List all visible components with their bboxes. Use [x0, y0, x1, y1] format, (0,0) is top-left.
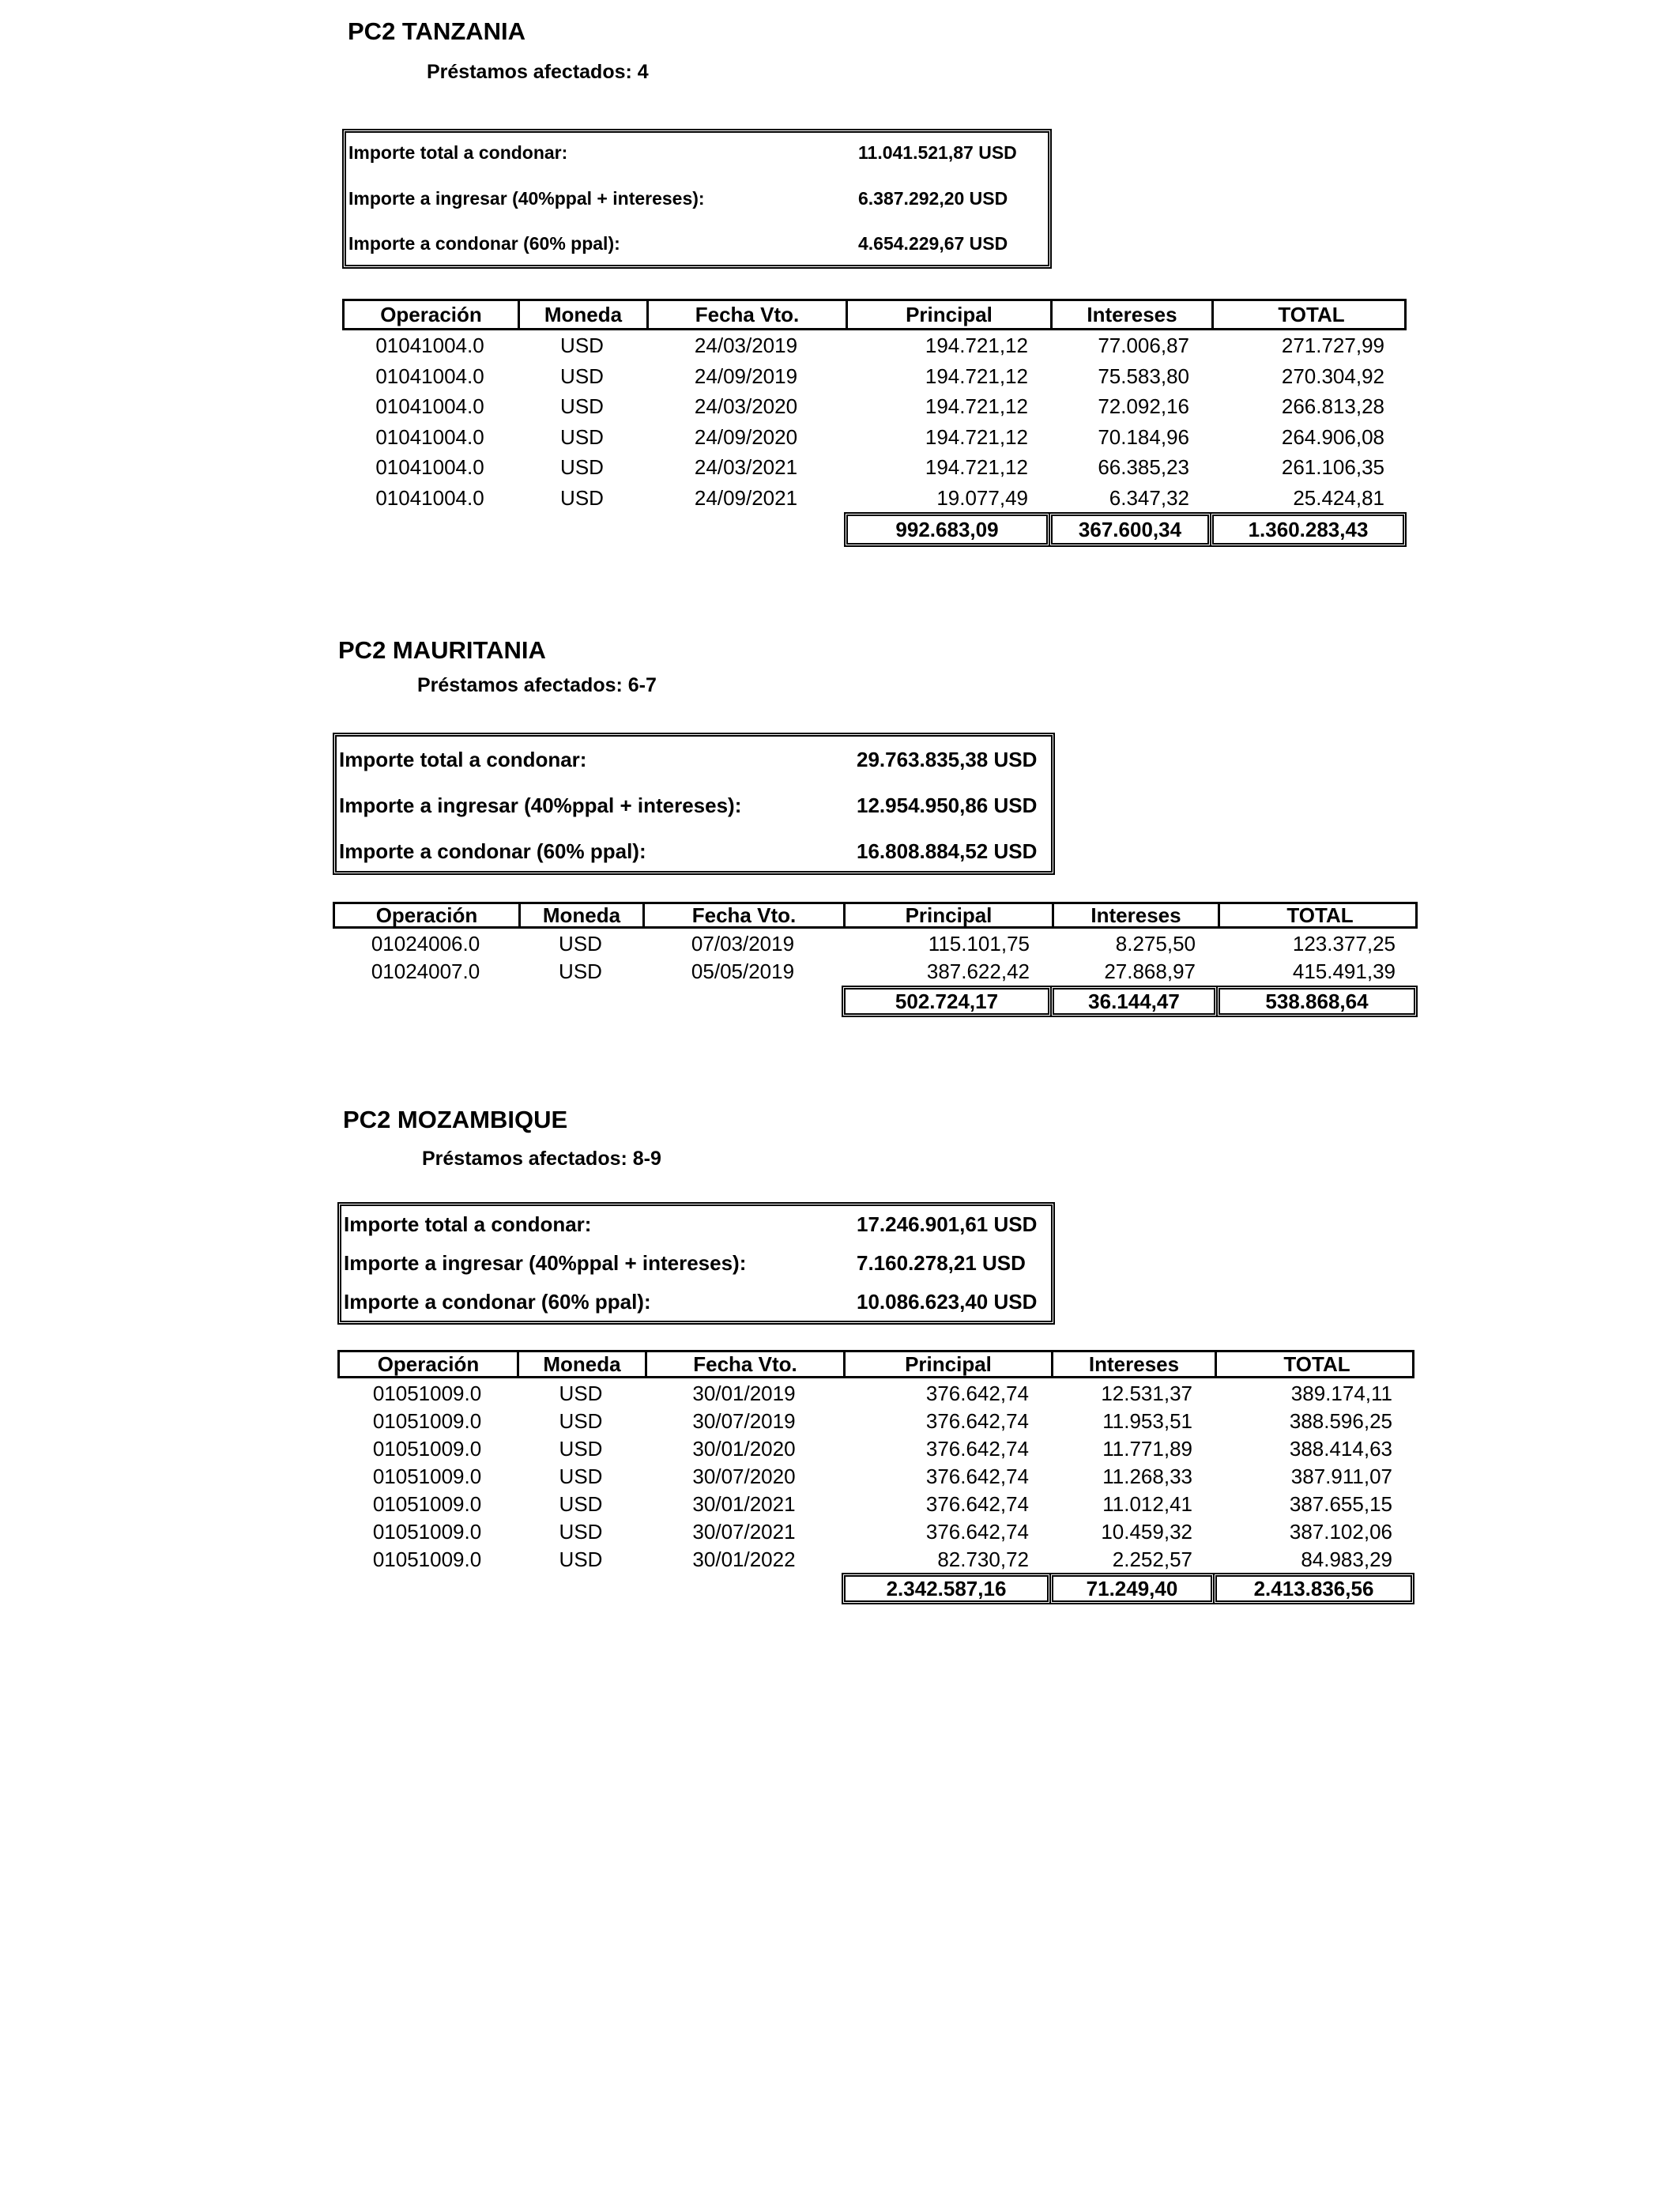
- cell-moneda: USD: [559, 1492, 603, 1516]
- cell-principal: 19.077,49: [936, 485, 1028, 510]
- column-header: TOTAL: [1283, 1351, 1350, 1376]
- column-header: Principal: [846, 904, 1054, 926]
- total-intereses: 36.144,47: [1050, 986, 1218, 1017]
- cell-fecha: 24/09/2020: [694, 424, 798, 449]
- summary-label: Importe total a condonar:: [348, 142, 568, 163]
- loans-affected: Préstamos afectados: 8-9: [422, 1148, 661, 1170]
- cell-fecha: 05/05/2019: [691, 959, 795, 983]
- summary-box: [333, 733, 1055, 875]
- totals-row: [342, 512, 1407, 547]
- cell-fecha: 30/01/2022: [692, 1547, 796, 1571]
- summary-row: [341, 1212, 1051, 1244]
- table-row: [342, 486, 1407, 516]
- summary-value: 7.160.278,21 USD: [857, 1251, 1026, 1275]
- total-principal: 2.342.587,16: [842, 1573, 1051, 1604]
- cell-fecha: 30/01/2021: [692, 1492, 796, 1516]
- summary-box: [337, 1202, 1055, 1325]
- table-row: [337, 1382, 1414, 1412]
- table-row: [342, 425, 1407, 455]
- cell-operacion: 01051009.0: [372, 1465, 482, 1488]
- cell-operacion: 01041004.0: [375, 485, 484, 510]
- cell-operacion: 01041004.0: [375, 394, 484, 418]
- total-total: 1.360.283,43: [1210, 512, 1407, 547]
- cell-intereses: 11.012,41: [1102, 1492, 1192, 1516]
- summary-row: [346, 142, 1048, 174]
- summary-label: Importe a ingresar (40%ppal + intereses):: [339, 794, 742, 817]
- cell-intereses: 72.092,16: [1098, 394, 1189, 418]
- cell-principal: 194.721,12: [925, 334, 1028, 357]
- table-row: [337, 1492, 1414, 1522]
- cell-principal: 376.642,74: [925, 1437, 1029, 1461]
- cell-total: 264.906,08: [1281, 424, 1384, 449]
- total-total: 2.413.836,56: [1213, 1573, 1414, 1604]
- cell-intereses: 75.583,80: [1098, 364, 1189, 388]
- cell-operacion: 01051009.0: [372, 1382, 482, 1405]
- total-intereses: 71.249,40: [1049, 1573, 1215, 1604]
- cell-fecha: 24/03/2020: [694, 394, 798, 418]
- summary-value: 17.246.901,61 USD: [857, 1212, 1038, 1236]
- cell-moneda: USD: [560, 334, 604, 357]
- section-title: PC2 MOZAMBIQUE: [343, 1106, 568, 1133]
- cell-principal: 115.101,75: [928, 932, 1030, 956]
- summary-label: Importe a condonar (60% ppal):: [339, 839, 646, 863]
- section-title: PC2 MAURITANIA: [338, 636, 546, 664]
- table-header: [342, 299, 1407, 330]
- table-row: [342, 334, 1407, 364]
- summary-label: Importe a ingresar (40%ppal + intereses):: [348, 188, 705, 209]
- summary-value: 11.041.521,87 USD: [858, 142, 1017, 163]
- cell-operacion: 01041004.0: [375, 424, 484, 449]
- cell-intereses: 27.868,97: [1104, 959, 1196, 983]
- cell-moneda: USD: [559, 1409, 603, 1433]
- summary-box: [342, 129, 1052, 269]
- cell-total: 388.414,63: [1289, 1437, 1392, 1461]
- cell-total: 266.813,28: [1281, 394, 1384, 418]
- cell-moneda: USD: [559, 932, 602, 956]
- cell-total: 389.174,11: [1290, 1382, 1392, 1405]
- cell-principal: 194.721,12: [925, 424, 1028, 449]
- cell-operacion: 01024006.0: [371, 932, 480, 956]
- table-row: [337, 1437, 1414, 1467]
- cell-principal: 194.721,12: [925, 394, 1028, 418]
- cell-total: 123.377,25: [1292, 932, 1396, 956]
- summary-value: 4.654.229,67 USD: [858, 233, 1008, 254]
- column-header: Operación: [345, 301, 520, 328]
- column-header: Operación: [340, 1352, 519, 1376]
- cell-moneda: USD: [560, 424, 604, 449]
- cell-moneda: USD: [560, 364, 604, 388]
- summary-row: [346, 188, 1048, 220]
- cell-operacion: 01051009.0: [372, 1520, 482, 1544]
- summary-value: 16.808.884,52 USD: [857, 839, 1038, 863]
- summary-value: 10.086.623,40 USD: [857, 1290, 1038, 1314]
- section-title: PC2 TANZANIA: [348, 17, 526, 45]
- column-header: TOTAL: [1278, 302, 1345, 326]
- cell-principal: 194.721,12: [925, 455, 1028, 479]
- cell-principal: 376.642,74: [925, 1465, 1029, 1488]
- table-row: [337, 1465, 1414, 1495]
- loans-affected: Préstamos afectados: 4: [427, 61, 649, 83]
- table-row: [337, 1520, 1414, 1550]
- cell-moneda: USD: [559, 959, 602, 983]
- column-header: Intereses: [1053, 1352, 1217, 1376]
- summary-row: [337, 839, 1051, 871]
- cell-moneda: USD: [560, 455, 604, 479]
- total-total: 538.868,64: [1216, 986, 1418, 1017]
- column-header: Moneda: [520, 301, 649, 328]
- column-header: Fecha Vto.: [647, 1352, 846, 1376]
- summary-row: [346, 233, 1048, 265]
- cell-total: 84.983,29: [1301, 1547, 1392, 1571]
- table-row: [342, 394, 1407, 424]
- totals-row: [337, 1573, 1414, 1604]
- cell-fecha: 24/03/2019: [694, 334, 798, 357]
- cell-moneda: USD: [559, 1437, 603, 1461]
- cell-total: 415.491,39: [1292, 959, 1396, 983]
- cell-operacion: 01041004.0: [375, 334, 484, 357]
- cell-total: 387.911,07: [1290, 1465, 1392, 1488]
- total-principal: 502.724,17: [842, 986, 1052, 1017]
- cell-total: 388.596,25: [1289, 1409, 1392, 1433]
- column-header: Moneda: [521, 904, 645, 926]
- cell-operacion: 01024007.0: [371, 959, 480, 983]
- cell-intereses: 2.252,57: [1112, 1547, 1192, 1571]
- table-header: [337, 1350, 1414, 1378]
- cell-principal: 376.642,74: [925, 1382, 1029, 1405]
- cell-fecha: 24/09/2021: [694, 485, 798, 510]
- cell-total: 271.727,99: [1281, 334, 1384, 357]
- summary-row: [341, 1251, 1051, 1283]
- cell-operacion: 01041004.0: [375, 455, 484, 479]
- cell-operacion: 01051009.0: [372, 1492, 482, 1516]
- summary-value: 12.954.950,86 USD: [857, 794, 1038, 817]
- summary-label: Importe a ingresar (40%ppal + intereses):: [344, 1251, 747, 1275]
- cell-principal: 376.642,74: [925, 1409, 1029, 1433]
- cell-total: 261.106,35: [1281, 455, 1384, 479]
- column-header: Fecha Vto.: [649, 301, 848, 328]
- column-header: Operación: [335, 904, 521, 926]
- column-header: Principal: [846, 1352, 1053, 1376]
- cell-total: 25.424,81: [1293, 485, 1384, 510]
- cell-operacion: 01041004.0: [375, 364, 484, 388]
- table-row: [337, 1409, 1414, 1439]
- cell-intereses: 12.531,37: [1101, 1382, 1192, 1405]
- cell-intereses: 11.953,51: [1102, 1409, 1192, 1433]
- summary-value: 29.763.835,38 USD: [857, 748, 1038, 771]
- cell-intereses: 6.347,32: [1109, 485, 1189, 510]
- cell-fecha: 30/07/2020: [692, 1465, 796, 1488]
- cell-fecha: 30/07/2019: [692, 1409, 796, 1433]
- cell-operacion: 01051009.0: [372, 1409, 482, 1433]
- cell-principal: 376.642,74: [925, 1520, 1029, 1544]
- cell-operacion: 01051009.0: [372, 1547, 482, 1571]
- column-header: Intereses: [1054, 904, 1220, 926]
- column-header: Intereses: [1053, 301, 1214, 328]
- table-row: [342, 364, 1407, 394]
- summary-label: Importe a condonar (60% ppal):: [348, 233, 620, 254]
- summary-row: [337, 794, 1051, 825]
- column-header: Fecha Vto.: [645, 904, 846, 926]
- cell-fecha: 30/01/2020: [692, 1437, 796, 1461]
- column-header: Moneda: [519, 1352, 647, 1376]
- column-header: TOTAL: [1286, 903, 1354, 927]
- cell-total: 387.102,06: [1289, 1520, 1392, 1544]
- cell-principal: 376.642,74: [925, 1492, 1029, 1516]
- cell-moneda: USD: [559, 1465, 603, 1488]
- cell-moneda: USD: [559, 1547, 603, 1571]
- summary-row: [341, 1290, 1051, 1321]
- cell-intereses: 11.268,33: [1102, 1465, 1192, 1488]
- cell-fecha: 30/01/2019: [692, 1382, 796, 1405]
- summary-label: Importe total a condonar:: [344, 1212, 592, 1236]
- cell-fecha: 30/07/2021: [692, 1520, 796, 1544]
- cell-fecha: 24/09/2019: [694, 364, 798, 388]
- cell-intereses: 66.385,23: [1098, 455, 1189, 479]
- column-header: Principal: [848, 301, 1053, 328]
- summary-label: Importe total a condonar:: [339, 748, 587, 771]
- total-intereses: 367.600,34: [1049, 512, 1211, 547]
- cell-moneda: USD: [560, 394, 604, 418]
- cell-total: 387.655,15: [1289, 1492, 1392, 1516]
- cell-total: 270.304,92: [1281, 364, 1384, 388]
- cell-fecha: 24/03/2021: [694, 455, 798, 479]
- cell-intereses: 11.771,89: [1102, 1437, 1192, 1461]
- cell-principal: 194.721,12: [925, 364, 1028, 388]
- cell-intereses: 10.459,32: [1101, 1520, 1192, 1544]
- table-header: [333, 902, 1418, 929]
- summary-label: Importe a condonar (60% ppal):: [344, 1290, 651, 1314]
- loans-affected: Préstamos afectados: 6-7: [417, 674, 657, 696]
- table-row: [342, 455, 1407, 485]
- cell-moneda: USD: [560, 485, 604, 510]
- summary-row: [337, 748, 1051, 779]
- summary-value: 6.387.292,20 USD: [858, 188, 1008, 209]
- table-row: [333, 932, 1418, 962]
- cell-moneda: USD: [559, 1520, 603, 1544]
- cell-operacion: 01051009.0: [372, 1437, 482, 1461]
- cell-principal: 82.730,72: [937, 1547, 1029, 1571]
- cell-intereses: 8.275,50: [1115, 932, 1196, 956]
- cell-intereses: 77.006,87: [1098, 334, 1189, 357]
- cell-intereses: 70.184,96: [1098, 424, 1189, 449]
- cell-fecha: 07/03/2019: [691, 932, 795, 956]
- totals-row: [333, 986, 1418, 1017]
- total-principal: 992.683,09: [844, 512, 1050, 547]
- cell-principal: 387.622,42: [926, 959, 1030, 983]
- cell-moneda: USD: [559, 1382, 603, 1405]
